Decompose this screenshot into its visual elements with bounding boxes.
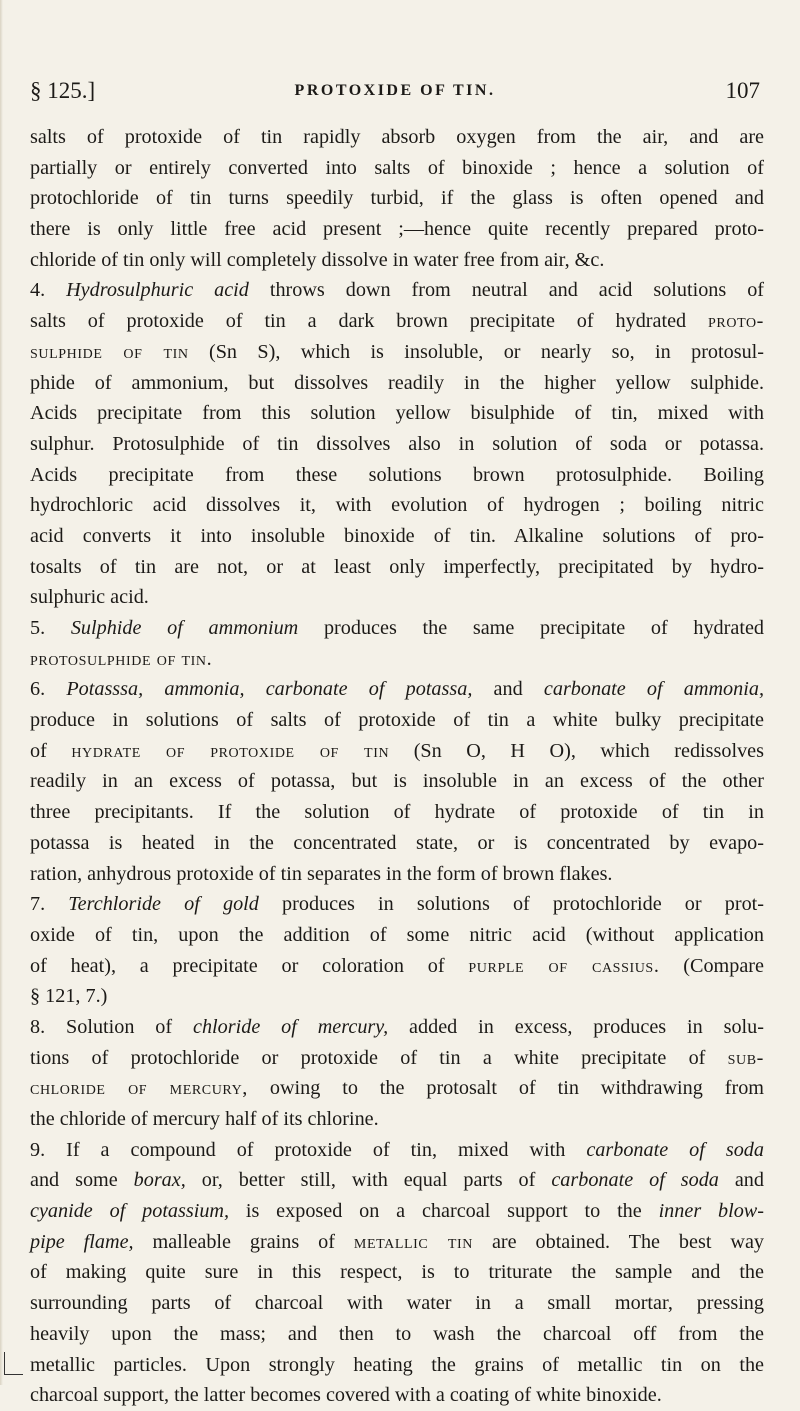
text-line [30,889,764,920]
text-run: are obtained. The best way [473,1230,765,1253]
text-line [30,674,764,705]
text-line [30,582,764,613]
text-line [30,736,764,767]
paragraph-intro [30,122,764,275]
text-line [30,1288,764,1319]
text-run: is exposed on a charcoal support to the [229,1200,659,1223]
text-run: the chloride of mercury half of its chlorine. [30,1108,379,1130]
text-line [30,1227,764,1258]
small-caps-term: hydrate of protoxide of tin [71,739,390,762]
text-run: throws down from neutral and acid solutions of [248,279,765,302]
text-run: 4. [30,279,67,302]
text-line [30,981,764,1012]
paragraph-item-8 [30,1012,764,1135]
text-line [30,951,764,982]
small-caps-term: proto- [708,310,764,333]
body-text [30,122,764,1411]
running-header [30,78,760,108]
small-caps-term: sub- [727,1046,764,1069]
text-run: and [472,678,544,701]
text-run: of heat), a precipitate or coloration of [30,954,469,977]
text-line [30,1012,764,1043]
text-run: produce in solutions of salts of protoxide of tin a white bulky precipitate [30,709,764,732]
text-line [30,1257,764,1288]
italic-term: Potasssa, ammonia, carbonate of potassa, [66,678,473,701]
text-run: tosalts of tin are not, or at least only imperfectly, precipitated by hydro- [30,555,764,578]
text-run: Acids precipitate from these solutions brown protosulphide. Boiling [30,463,764,486]
text-line [30,859,764,890]
text-run: salts of protoxide of tin a dark brown precipitate of hydrated [30,310,709,333]
italic-term: chloride of mercury, [193,1015,389,1038]
text-run: protochloride of tin turns speedily turbid, if the glass is often opened and [30,187,764,210]
italic-term: cyanide of potassium, [30,1200,230,1223]
small-caps-term: metallic tin [353,1230,474,1253]
running-title: PROTOXIDE OF TIN. [294,82,496,99]
paragraph-item-4 [30,275,764,613]
text-run: potassa is heated in the concentrated state, or is concentrated by evapo- [30,831,764,854]
text-run: of making quite sure in this respect, is to triturate the sample and the [30,1261,764,1284]
italic-term: carbonate of soda [586,1138,764,1161]
text-run: malleable grains of [133,1230,354,1253]
text-run: ration, anhydrous protoxide of tin separates in the form of brown flakes. [30,862,613,885]
text-run: sulphuric acid. [30,586,149,609]
paragraph-item-6 [30,674,764,889]
italic-term: inner blow- [658,1200,764,1223]
text-line [30,797,764,828]
paragraph-item-5 [30,613,764,674]
text-run: acid converts it into insoluble binoxide of tin. Alkaline solutions of pro- [30,524,764,547]
text-line [30,122,764,153]
text-run: 7. [30,893,69,916]
text-line [30,552,764,583]
text-line [30,1135,764,1166]
text-run: (Sn O, H O), which redissolves [389,739,764,762]
text-line [30,214,764,245]
small-caps-term: protosulphide of tin. [30,647,213,670]
text-run: § 121, 7.) [30,985,108,1008]
small-caps-term: purple of cassius. [468,954,660,977]
text-line [30,644,764,675]
text-line [30,183,764,214]
text-run: produces the same precipitate of hydrated [298,617,764,639]
text-line [30,1073,764,1104]
text-run: added in excess, produces in solu- [388,1015,764,1038]
small-caps-term: sulphide of tin [30,340,189,363]
paragraph-item-7 [30,889,764,1012]
italic-term: carbonate of soda [551,1169,719,1192]
text-run: metallic particles. Upon strongly heating the grains of metallic tin on the [30,1353,764,1376]
text-run: partially or entirely converted into salts of binoxide ; hence a solution of [30,156,764,179]
italic-term: carbonate of ammonia, [543,678,764,701]
text-run: 5. [30,617,71,639]
italic-term: pipe flame, [30,1230,134,1253]
text-line [30,306,764,337]
text-line [30,153,764,184]
text-run: 9. If a compound of protoxide of tin, mixed with [30,1138,587,1161]
text-run: chloride of tin only will completely dissolve in water free from air, &c. [30,248,605,271]
text-line [30,398,764,429]
text-line [30,1165,764,1196]
text-run: (Compare [659,954,764,977]
text-run: readily in an excess of potassa, but is insoluble in an excess of the other [30,770,764,793]
text-run: surrounding parts of charcoal with water in a small mortar, pressing [30,1292,764,1315]
text-run: heavily upon the mass; and then to wash the charcoal off from the [30,1322,764,1345]
text-run: charcoal support, the latter becomes covered with a coating of white binoxide. [30,1384,662,1407]
italic-term: Sulphide of ammonium [70,617,299,639]
text-line [30,1196,764,1227]
text-run: salts of protoxide of tin rapidly absorb oxygen from the air, and are [30,126,764,148]
text-line [30,275,764,306]
text-line [30,368,764,399]
text-run: 6. [30,678,67,701]
text-run: tions of protochloride or protoxide of tin a white precipitate of [30,1046,728,1069]
text-run: phide of ammonium, but dissolves readily in the higher yellow sulphide. [30,371,764,394]
crop-corner-mark [4,1352,23,1375]
text-line [30,460,764,491]
text-line [30,1043,764,1074]
text-run: or, better still, with equal parts of [185,1169,552,1192]
text-run: of [30,739,72,762]
text-line [30,490,764,521]
text-line [30,337,764,368]
text-line [30,429,764,460]
text-run: there is only little free acid present ;—hence quite recently prepared proto- [30,218,764,241]
text-run: 8. Solution of [30,1015,193,1038]
text-run: oxide of tin, upon the addition of some nitric acid (without application [30,923,764,946]
text-line [30,705,764,736]
text-run: (Sn S), which is insoluble, or nearly so, in protosul- [188,340,764,363]
text-run: Acids precipitate from this solution yellow bisulphide of tin, mixed with [30,402,764,425]
text-run: and [718,1169,764,1192]
italic-term: Hydrosulphuric acid [66,279,249,302]
text-line [30,521,764,552]
section-reference: § 125.] [30,78,96,103]
text-line [30,920,764,951]
paragraph-item-9 [30,1135,764,1411]
text-line [30,1104,764,1135]
text-line [30,828,764,859]
small-caps-term: chloride of mercury, [30,1077,248,1100]
page-edge-shadow [0,0,3,1385]
text-line [30,1350,764,1381]
text-run: hydrochloric acid dissolves it, with evolution of hydrogen ; boiling nitric [30,494,764,517]
italic-term: borax, [133,1169,186,1192]
page-number: 107 [725,78,760,103]
italic-term: Terchloride of gold [68,893,259,916]
text-run: owing to the protosalt of tin withdrawing from [247,1077,764,1100]
text-run: sulphur. Protosulphide of tin dissolves also in solution of soda or potassa. [30,432,764,455]
text-line [30,766,764,797]
text-line [30,613,764,644]
text-run: and some [30,1169,134,1192]
text-run: three precipitants. If the solution of hydrate of protoxide of tin in [30,801,764,824]
text-run: produces in solutions of protochloride or prot- [258,893,765,916]
text-line [30,1319,764,1350]
text-line [30,245,764,276]
